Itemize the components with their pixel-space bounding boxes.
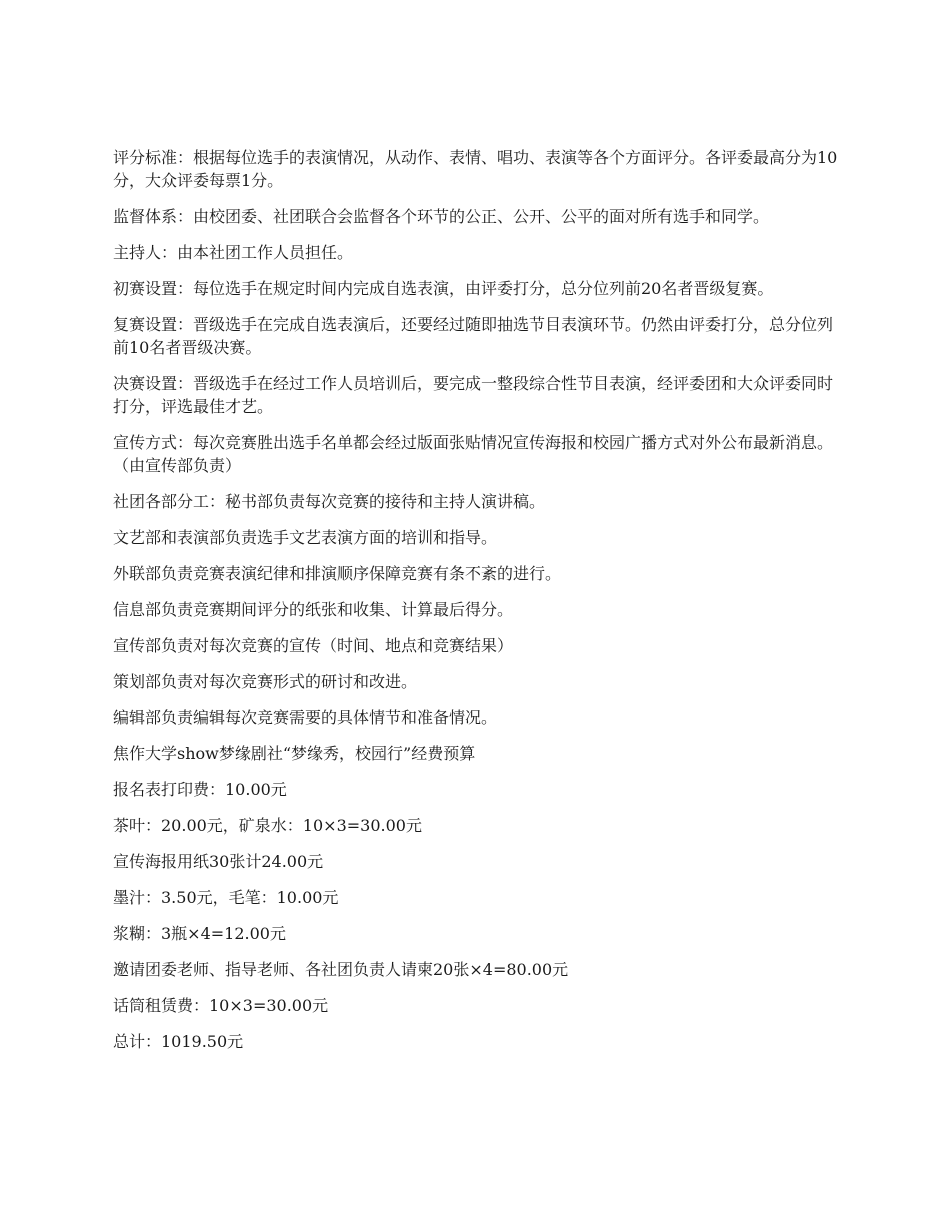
paragraph-scoring-standard: 评分标准：根据每位选手的表演情况，从动作、表情、唱功、表演等各个方面评分。各评委最高分为10分，大众评委每票1分。 bbox=[113, 148, 838, 190]
budget-item-registration-printing: 报名表打印费：10.00元 bbox=[113, 780, 287, 799]
paragraph-division-arts: 文艺部和表演部负责选手文艺表演方面的培训和指导。 bbox=[113, 528, 498, 547]
paragraph-host: 主持人：由本社团工作人员担任。 bbox=[113, 243, 354, 262]
paragraph-supervision: 监督体系：由校团委、社团联合会监督各个环节的公正、公开、公平的面对所有选手和同学。 bbox=[113, 207, 770, 226]
paragraph-second-round: 复赛设置：晋级选手在完成自选表演后，还要经过随即抽选节目表演环节。仍然由评委打分，总分位列前10名者晋级决赛。 bbox=[113, 315, 834, 357]
paragraph-division-editing: 编辑部负责编辑每次竞赛需要的具体情节和准备情况。 bbox=[113, 708, 498, 727]
budget-item-paste: 浆糊：3瓶×4=12.00元 bbox=[113, 924, 286, 943]
budget-item-microphone-rental: 话筒租赁费：10×3=30.00元 bbox=[113, 996, 329, 1015]
paragraph-division-planning: 策划部负责对每次竞赛形式的研讨和改进。 bbox=[113, 672, 418, 691]
paragraph-division-info: 信息部负责竞赛期间评分的纸张和收集、计算最后得分。 bbox=[113, 600, 514, 619]
budget-item-ink-brush: 墨汁：3.50元，毛笔：10.00元 bbox=[113, 888, 339, 907]
paragraph-division-secretary: 社团各部分工：秘书部负责每次竞赛的接待和主持人演讲稿。 bbox=[113, 492, 546, 511]
budget-item-invitations: 邀请团委老师、指导老师、各社团负责人请柬20张×4=80.00元 bbox=[113, 960, 569, 979]
paragraph-division-liaison: 外联部负责竞赛表演纪律和排演顺序保障竞赛有条不紊的进行。 bbox=[113, 564, 562, 583]
paragraph-division-publicity: 宣传部负责对每次竞赛的宣传（时间、地点和竞赛结果） bbox=[113, 636, 514, 655]
document-body bbox=[113, 146, 841, 1066]
paragraph-preliminary-round: 初赛设置：每位选手在规定时间内完成自选表演，由评委打分，总分位列前20名者晋级复赛。 bbox=[113, 279, 774, 298]
paragraph-publicity: 宣传方式：每次竞赛胜出选手名单都会经过版面张贴情况宣传海报和校园广播方式对外公布最新消息。（由宣传部负责） bbox=[113, 433, 834, 475]
budget-total: 总计：1019.50元 bbox=[113, 1032, 244, 1051]
budget-title: 焦作大学show梦缘剧社“梦缘秀，校园行”经费预算 bbox=[113, 744, 476, 763]
paragraph-final-round: 决赛设置：晋级选手在经过工作人员培训后，要完成一整段综合性节目表演，经评委团和大众评委同时打分，评选最佳才艺。 bbox=[113, 374, 834, 416]
budget-item-tea-water: 茶叶：20.00元，矿泉水：10×3=30.00元 bbox=[113, 816, 422, 835]
budget-item-poster-paper: 宣传海报用纸30张计24.00元 bbox=[113, 852, 324, 871]
